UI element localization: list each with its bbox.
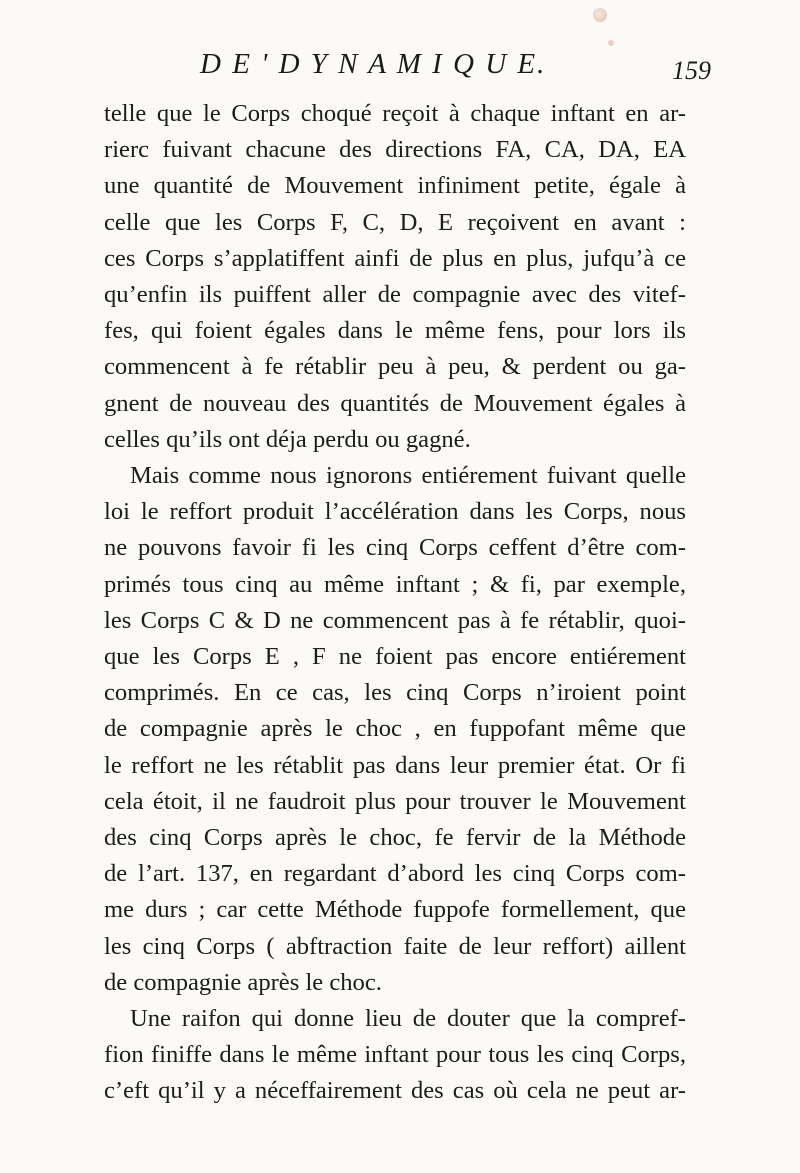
text-line: Une raifon qui donne lieu de douter que la compref- (130, 1005, 686, 1033)
text-line: ne pouvons favoir fi les cinq Corps ceffent d’être com- (104, 534, 686, 562)
text-line: celle que les Corps F, C, D, E reçoivent en avant : (104, 208, 686, 236)
text-line: commencent à fe rétablir peu à peu, & perdent ou ga- (104, 353, 686, 381)
ornament-mark (593, 8, 607, 22)
text-line: des cinq Corps après le choc, fe fervir de la Méthode (104, 824, 686, 852)
text-line: fes, qui foient égales dans le même fens, pour lors ils (104, 317, 686, 345)
text-line: fion finiffe dans le même inftant pour tous les cinq Corps, (104, 1041, 686, 1069)
text-line: primés tous cinq au même inftant ; & fi, par exemple, (104, 570, 686, 598)
ornament-dot (608, 40, 614, 46)
text-line: les cinq Corps ( abftraction faite de leur reffort) aillent (104, 932, 686, 960)
page-number: 159 (672, 56, 711, 85)
text-line: ces Corps s’applatiffent ainfi de plus en plus, jufqu’à ce (104, 244, 686, 272)
text-line: le reffort ne les rétablit pas dans leur premier état. Or fi (104, 751, 686, 779)
text-line: celles qu’ils ont déja perdu ou gagné. (104, 425, 471, 453)
text-line: rierc fuivant chacune des directions FA, CA, DA, EA (104, 136, 686, 164)
text-line: comprimés. En ce cas, les cinq Corps n’iroient point (104, 679, 686, 707)
text-line: de compagnie après le choc. (104, 968, 382, 996)
text-line: loi le reffort produit l’accélération dans les Corps, nous (104, 498, 686, 526)
text-line: gnent de nouveau des quantités de Mouvement égales à (104, 389, 686, 417)
text-line: telle que le Corps choqué reçoit à chaque inftant en ar- (104, 100, 686, 127)
text-line: Mais comme nous ignorons entiérement fuivant quelle (130, 462, 686, 490)
text-line: qu’enfin ils puiffent aller de compagnie avec des vitef- (104, 281, 686, 309)
text-line: cela étoit, il ne faudroit plus pour trouver le Mouvement (104, 787, 686, 815)
text-line: que les Corps E , F ne foient pas encore entiérement (104, 643, 686, 671)
text-line: de compagnie après le choc , en fuppofant même que (104, 715, 686, 743)
text-line: de l’art. 137, en regardant d’abord les cinq Corps com- (104, 860, 686, 888)
text-line: une quantité de Mouvement infiniment petite, égale à (104, 172, 686, 200)
body-text (104, 96, 686, 1110)
text-line: les Corps C & D ne commencent pas à fe rétablir, quoi- (104, 606, 686, 634)
text-line: c’eft qu’il y a néceffairement des cas où cela ne peut ar- (104, 1077, 686, 1105)
text-line: me durs ; car cette Méthode fuppofe formellement, que (104, 896, 686, 924)
running-head: D E ' D Y N A M I Q U E. (200, 48, 547, 80)
